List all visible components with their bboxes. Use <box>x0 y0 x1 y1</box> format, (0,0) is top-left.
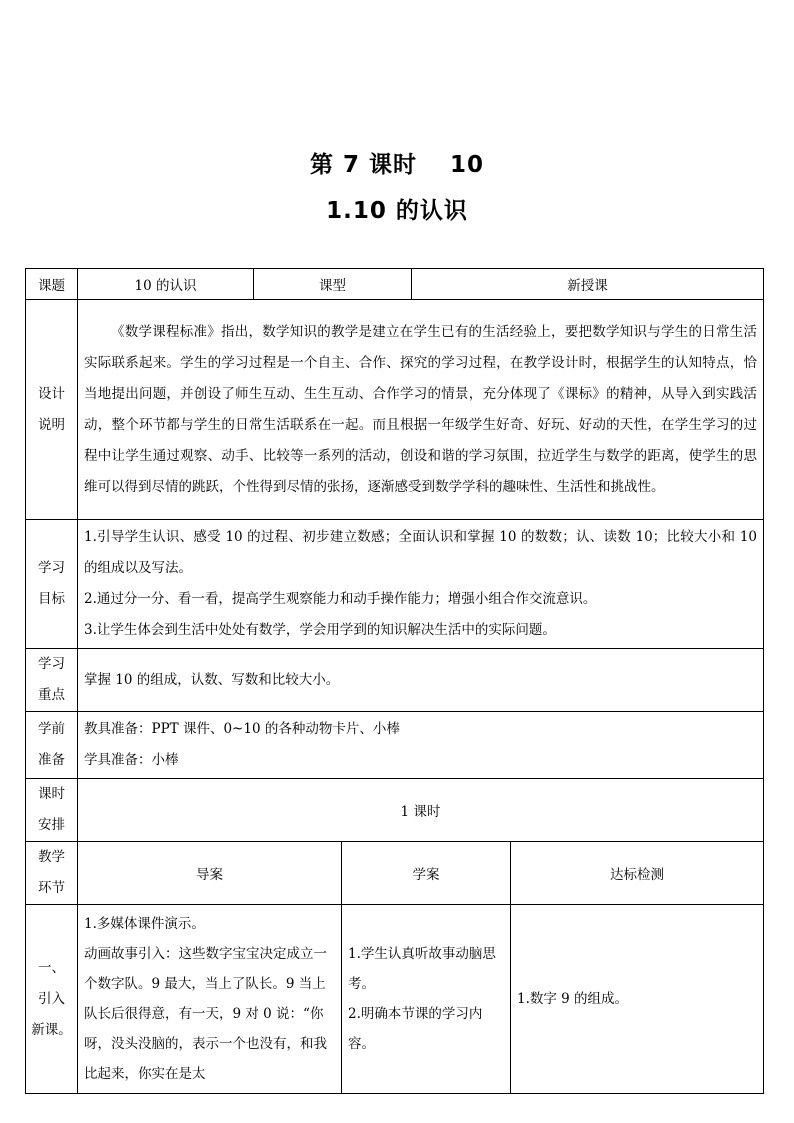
student-prep: 学具准备：小棒 <box>84 752 179 768</box>
study-cell: 1.学生认真听故事动脑思考。 2.明确本节课的学习内容。 <box>342 905 511 1094</box>
prep-row <box>26 712 764 779</box>
topic-label: 课题 <box>26 269 78 300</box>
goals-label: 学习 目标 <box>26 520 78 649</box>
design-row <box>26 300 764 520</box>
lesson-number-title: 第 7 课时 10 <box>309 152 485 178</box>
focus-label: 学习 重点 <box>26 649 78 712</box>
goals-list <box>78 520 764 649</box>
goal-item: 3.让学生体会到生活中处处有数学，学会用学到的知识解决生活中的实际问题。 <box>84 622 556 638</box>
design-label: 设计 说明 <box>26 300 78 520</box>
topic-value: 10 的认识 <box>78 269 254 300</box>
focus-row <box>26 649 764 712</box>
schedule-label: 课时 安排 <box>26 779 78 842</box>
prep-text <box>78 712 764 779</box>
lesson-topic-title: 1.10 的认识 <box>326 198 468 224</box>
guide-column-header: 导案 <box>78 842 342 905</box>
topic-row <box>26 269 764 300</box>
check-column-header: 达标检测 <box>511 842 764 905</box>
type-value: 新授课 <box>412 269 764 300</box>
teacher-prep: 教具准备：PPT 课件、0~10 的各种动物卡片、小棒 <box>84 721 400 737</box>
check-cell: 1.数字 9 的组成。 <box>511 905 764 1094</box>
guide-cell: 1.多媒体课件演示。 动画故事引入：这些数字宝宝决定成立一个数字队。9 最大，当上了队长。9 当上队长后很得意，有一天，9 对 0 说：“你呀，没头没脑的，表示一个也没有，和我比起来，你实在是太 <box>78 905 342 1094</box>
focus-text: 掌握 10 的组成，认数、写数和比较大小。 <box>78 649 764 712</box>
column-header-row <box>26 842 764 905</box>
stage-column-label: 教学 环节 <box>26 842 78 905</box>
schedule-value: 1 课时 <box>78 779 764 842</box>
goals-row <box>26 520 764 649</box>
goal-item: 1.引导学生认识、感受 10 的过程、初步建立数感；全面认识和掌握 10 的数数；认、读数 10；比较大小和 10 的组成以及写法。 <box>84 529 757 576</box>
prep-label: 学前 准备 <box>26 712 78 779</box>
design-text: 《数学课程标准》指出，数学知识的教学是建立在学生已有的生活经验上，要把数学知识与学生的日常生活实际联系起来。学生的学习过程是一个自主、合作、探究的学习过程，在教学设计时，根据学生的认知特点，恰当地提出问题，并创设了师生互动、生生互动、合作学习的情景，充分体现了《课标》的精神，从导入到实践活动，整个环节都与学生的日常生活联系在一起。而且根据一年级学生好奇、好玩、好动的天性，在学生学习的过程中让学生通过观察、动手、比较等一系列的活动，创设和谐的学习氛围，拉近学生与数学的距离，使学生的思维可以得到尽情的跳跃，个性得到尽情的张扬，逐渐感受到数学学科的趣味性、生活性和挑战性。 <box>78 300 764 520</box>
lesson-plan-table <box>25 268 764 1094</box>
study-column-header: 学案 <box>342 842 511 905</box>
stage-row <box>26 905 764 1094</box>
schedule-row <box>26 779 764 842</box>
type-label: 课型 <box>254 269 412 300</box>
goal-item: 2.通过分一分、看一看，提高学生观察能力和动手操作能力；增强小组合作交流意识。 <box>84 591 597 607</box>
stage-label: 一、 引入 新课。 <box>26 905 78 1094</box>
